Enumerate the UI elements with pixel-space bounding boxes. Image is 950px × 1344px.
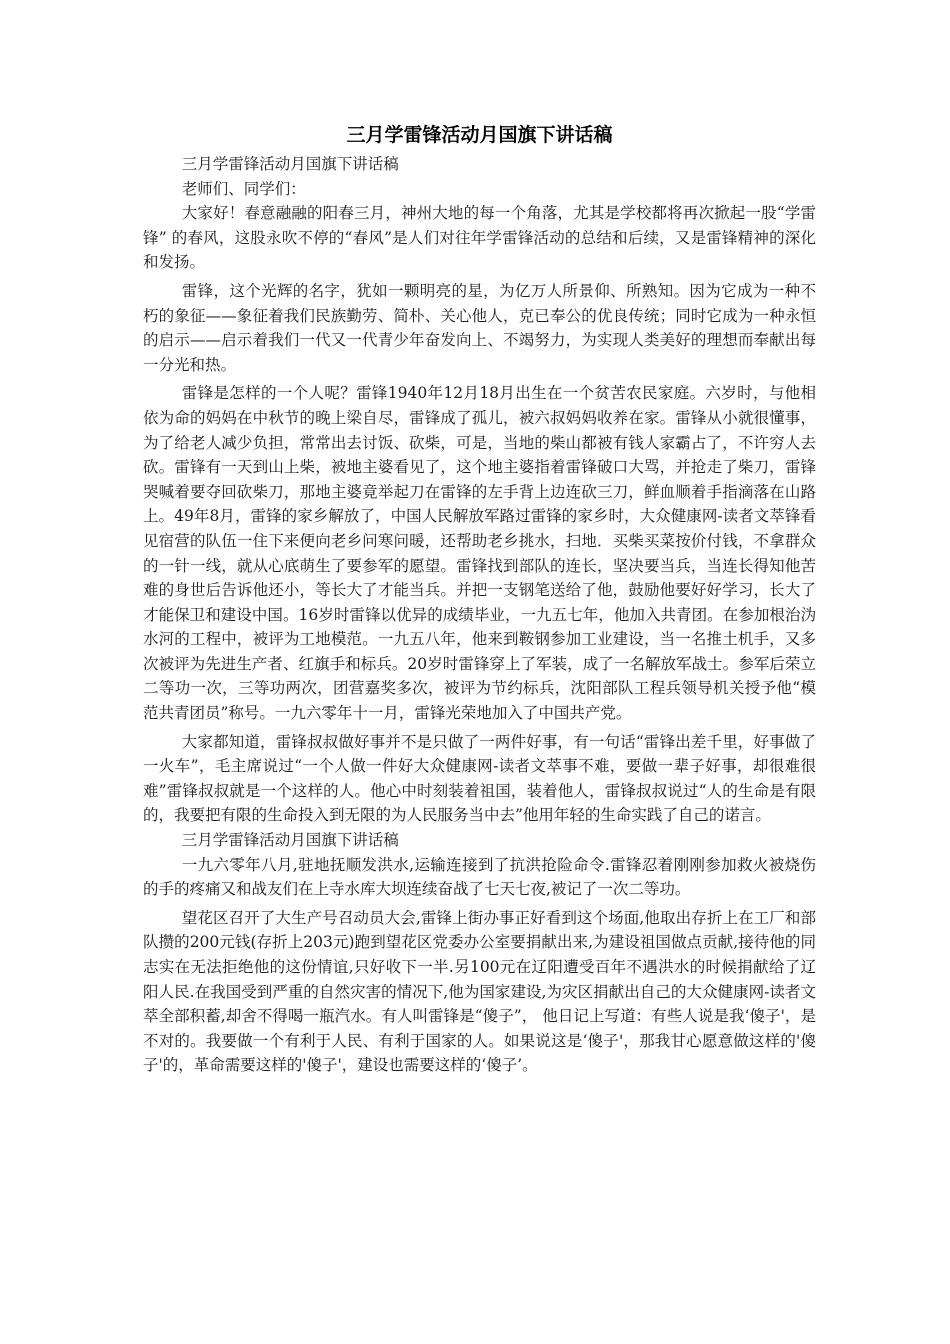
body-paragraph: 大家好！春意融融的阳春三月，神州大地的每一个角落，尤其是学校都将再次掀起一股“学雷锋” 的春风，这股永吹不停的“春风”是人们对往年学雷锋活动的总结和后续，又是雷锋精神的深化和发扬。 bbox=[143, 204, 816, 272]
body-paragraph: 一九六零年八月,驻地抚顺发洪水,运输连接到了抗洪抢险命令.雷锋忍着刚刚参加救火被烧伤的手的疼痛又和战友们在上寺水库大坝连续奋战了七天七夜,被记了一次二等功。 bbox=[143, 855, 816, 899]
body-paragraph: 雷锋是怎样的一个人呢？雷锋1940年12月18月出生在一个贫苦农民家庭。六岁时，与他相依为命的妈妈在中秋节的晚上梁自尽，雷锋成了孤儿，被六叔妈妈收养在家。雷锋从小就很懂事，为了给老人减少负担，常常出去讨饭、砍柴，可是，当地的柴山都被有钱人家霸占了，不许穷人去砍。雷锋有一天到山上柴，被地主婆看见了，这个地主婆指着雷锋破口大骂，并抢走了柴刀，雷锋哭喊着要夺回砍柴刀，那地主婆竟举起刀在雷锋的左手背上边连砍三刀，鲜血顺着手指滴落在山路上。49年8月，雷锋的家乡解放了，中国人民解放军路过雷锋的家乡时，大众健康网-读者文萃锋看见宿营的队伍一住下来便向老乡问寒问暖，还帮助老乡挑水，扫地．买柴买菜按价付钱，不拿群众的一针一线，就从心底萌生了要参军的愿望。雷锋找到部队的连长，坚决要当兵，当连长得知他苦难的身世后告诉他还小，等长大了才能当兵。并把一支钢笔送给了他，鼓励他要好好学习，长大了才能保卫和建设中国。16岁时雷锋以优异的成绩毕业，一九五七年，他加入共青团。在参加根治沩水河的工程中，被评为工地模范。一九五八年，他来到鞍钢参加工业建设，当一名推土机手，又多次被评为先进生产者、红旗手和标兵。20岁时雷锋穿上了军装，成了一名解放军战士。参军后荣立二等功一次，三等功两次，团营嘉奖多次，被评为节约标兵，沈阳部队工程兵领导机关授予他“模范共青团员”称号。一九六零年十一月，雷锋光荣地加入了中国共产党。 bbox=[143, 384, 816, 723]
document-title: 三月学雷锋活动月国旗下讲话稿 bbox=[346, 124, 613, 146]
salutation-paragraph: 老师们、同学们： bbox=[181, 179, 306, 198]
body-paragraph: 大家都知道，雷锋叔叔做好事并不是只做了一两件好事，有一句话“雷锋出差千里，好事做了一火车”，毛主席说过“一个人做一件好大众健康网-读者文萃事不难，要做一辈子好事，却很难很难”雷锋叔叔就是一个这样的人。他心中时刻装着祖国，装着他人，雷锋叔叔说过“人的生命是有限的，我要把有限的生命投入到无限的为人民服务当中去”他用年轻的生命实践了自己的诺言。 bbox=[143, 732, 816, 825]
section-heading-paragraph: 三月学雷锋活动月国旗下讲话稿 bbox=[181, 831, 399, 850]
body-paragraph: 望花区召开了大生产号召动员大会,雷锋上街办事正好看到这个场面,他取出存折上在工厂和部队攒的200元钱(存折上203元)跑到望花区党委办公室要捐献出来,为建设祖国做点贡献,接待他的同志实在无法拒绝他的这份情谊,只好收下一半.另100元在辽阳遭受百年不遇洪水的时候捐献给了辽阳人民.在我国受到严重的自然灾害的情况下,他为国家建设,为灾区捐献出自己的大众健康网-读者文萃全部积蓄,却舍不得喝一瓶汽水。有人叫雷锋是“傻子”， 他日记上写道：有些人说是我‘傻子'，是不对的。我要做一个有利于人民、有利于国家的人。如果说这是‘傻子'，那我甘心愿意做这样的'傻子'的，革命需要这样的'傻子'，建设也需要这样的‘傻子’。 bbox=[143, 908, 816, 1075]
subtitle-paragraph: 三月学雷锋活动月国旗下讲话稿 bbox=[181, 155, 399, 173]
body-paragraph: 雷锋，这个光辉的名字，犹如一颗明亮的星，为亿万人所景仰、所熟知。因为它成为一种不朽的象征——象征着我们民族勤劳、简朴、关心他人，克已奉公的优良传统；同时它成为一种永恒的启示——启示着我们一代又一代青少年奋发向上、不竭努力，为实现人类美好的理想而奉献出每一分光和热。 bbox=[143, 281, 816, 374]
document-page bbox=[143, 122, 816, 1078]
